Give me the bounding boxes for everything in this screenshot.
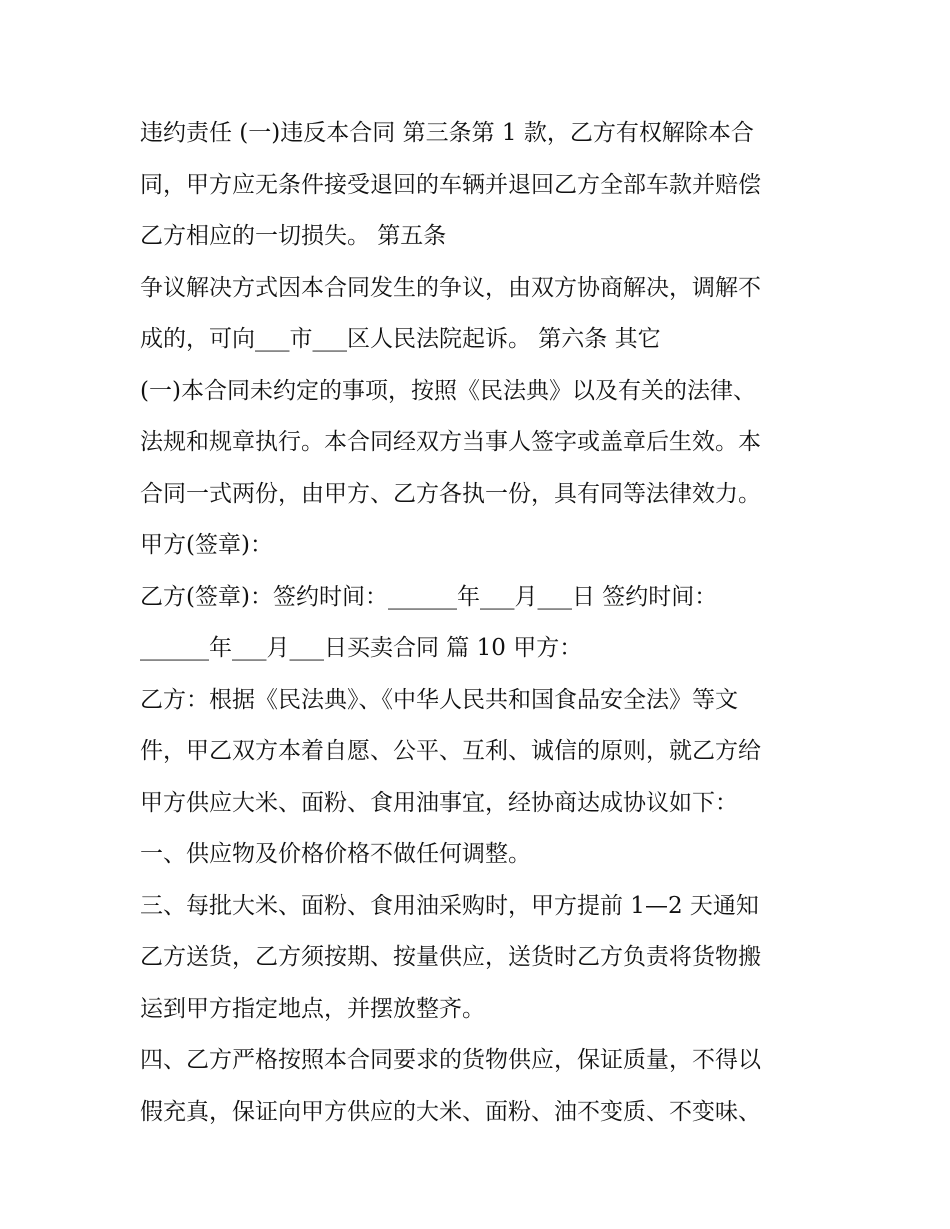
text-line: 成的，可向___市___区人民法院起诉。 第六条 其它 [140,326,661,352]
text-line: 甲方供应大米、面粉、食用油事宜，经协商达成协议如下： [140,789,738,816]
text-line: 合同一式两份，由甲方、乙方各执一份，具有同等法律效力。 [140,480,761,507]
text-line: 假充真，保证向甲方供应的大米、面粉、油不变质、不变味、 [140,1098,761,1125]
text-line: ______年___月___日买卖合同 篇 10 甲方： [140,635,583,661]
text-line: 四、乙方严格按照本合同要求的货物供应，保证质量，不得以 [140,1047,761,1073]
signature-line-party-b: 乙方(签章)：签约时间：______年___月___日 签约时间： [140,583,718,610]
text-line: 件，甲乙双方本着自愿、公平、互利、诚信的原则，就乙方给 [140,738,761,764]
text-line: 三、每批大米、面粉、食用油采购时，甲方提前 1—2 天通知 [140,892,759,919]
text-line: 运到甲方指定地点，并摆放整齐。 [140,995,485,1022]
text-line: 乙方相应的一切损失。 第五条 [140,223,447,249]
text-line: 乙方送货，乙方须按期、按量供应，送货时乙方负责将货物搬 [140,944,761,970]
text-line: 违约责任 (一)违反本合同 第三条第 1 款，乙方有权解除本合 [140,120,754,146]
text-line: 法规和规章执行。本合同经双方当事人签字或盖章后生效。本 [140,429,761,455]
signature-line-party-a: 甲方(签章)： [140,532,273,558]
text-line: (一)本合同未约定的事项，按照《民法典》以及有关的法律、 [140,377,756,404]
text-line: 乙方：根据《民法典》、《中华人民共和国食品安全法》等文 [140,686,738,713]
text-line: 一、供应物及价格价格不做任何调整。 [140,841,531,867]
contract-text [140,108,830,1138]
text-line: 争议解决方式因本合同发生的争议，由双方协商解决，调解不 [140,274,761,301]
text-line: 同，甲方应无条件接受退回的车辆并退回乙方全部车款并赔偿 [140,171,761,198]
